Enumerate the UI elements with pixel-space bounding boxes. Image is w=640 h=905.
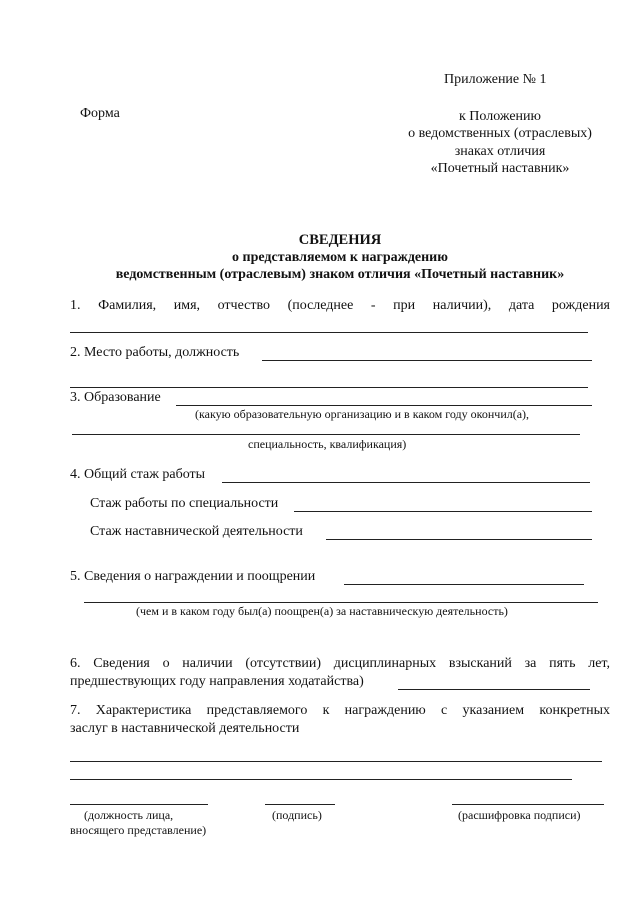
item-2-field-extra[interactable] — [70, 387, 588, 388]
item-5-hint: (чем и в каком году был(а) поощрен(а) за наставническую деятельность) — [136, 604, 508, 618]
item-7-field-2[interactable] — [70, 779, 572, 780]
signature-line[interactable] — [265, 804, 335, 805]
position-caption-1: (должность лица, — [84, 808, 174, 822]
item-5-field[interactable] — [344, 584, 584, 585]
item-2-label: 2. Место работы, должность — [70, 345, 240, 360]
item-3-field[interactable] — [176, 405, 592, 406]
item-4-specialty-field[interactable] — [294, 511, 592, 512]
item-7-label-1: 7. Характеристика представляемого к награждению с указанием конкретных — [70, 703, 610, 718]
decoding-caption: (расшифровка подписи) — [458, 808, 581, 822]
item-3-field-extra[interactable] — [72, 434, 580, 435]
item-6-label-1: 6. Сведения о наличии (отсутствии) дисциплинарных взысканий за пять лет, — [70, 656, 610, 671]
item-4-label: 4. Общий стаж работы — [70, 467, 206, 482]
signature-caption: (подпись) — [272, 808, 322, 822]
item-2-field[interactable] — [262, 360, 592, 361]
decoding-signature-line[interactable] — [452, 804, 604, 805]
item-4-field[interactable] — [222, 482, 590, 483]
regulation-ref-line-1: к Положению — [458, 109, 541, 124]
position-caption-2: вносящего представление) — [70, 823, 207, 837]
document-subtitle-2: ведомственным (отраслевым) знаком отличия «Почетный наставник» — [115, 267, 565, 282]
item-5-field-extra[interactable] — [84, 602, 598, 603]
position-signature-line[interactable] — [70, 804, 208, 805]
item-3-hint-1: (какую образовательную организацию и в каком году окончил(а), — [195, 407, 530, 421]
item-3-hint-2: специальность, квалификация) — [248, 437, 407, 451]
item-4-mentor-field[interactable] — [326, 539, 592, 540]
document-title: СВЕДЕНИЯ — [298, 232, 382, 248]
regulation-ref-line-3: знаках отличия — [454, 144, 546, 159]
appendix-number: Приложение № 1 — [444, 72, 547, 87]
item-7-field-1[interactable] — [70, 761, 602, 762]
item-4-mentor-label: Стаж наставнической деятельности — [90, 524, 303, 539]
item-5-label: 5. Сведения о награждении и поощрении — [70, 569, 316, 584]
form-label: Форма — [80, 106, 120, 121]
item-4-specialty-label: Стаж работы по специальности — [90, 496, 279, 511]
item-1-label: 1. Фамилия, имя, отчество (последнее - при наличии), дата рождения — [70, 298, 610, 313]
item-7-label-2: заслуг в наставнической деятельности — [70, 721, 300, 736]
document-subtitle-1: о представляемом к награждению — [232, 250, 448, 265]
item-3-label: 3. Образование — [70, 390, 161, 405]
regulation-ref-line-4: «Почетный наставник» — [430, 161, 570, 176]
item-1-field[interactable] — [70, 332, 588, 333]
item-6-label-2: предшествующих году направления ходатайства) — [70, 674, 364, 689]
regulation-ref-line-2: о ведомственных (отраслевых) — [408, 126, 592, 141]
item-6-field[interactable] — [398, 689, 590, 690]
